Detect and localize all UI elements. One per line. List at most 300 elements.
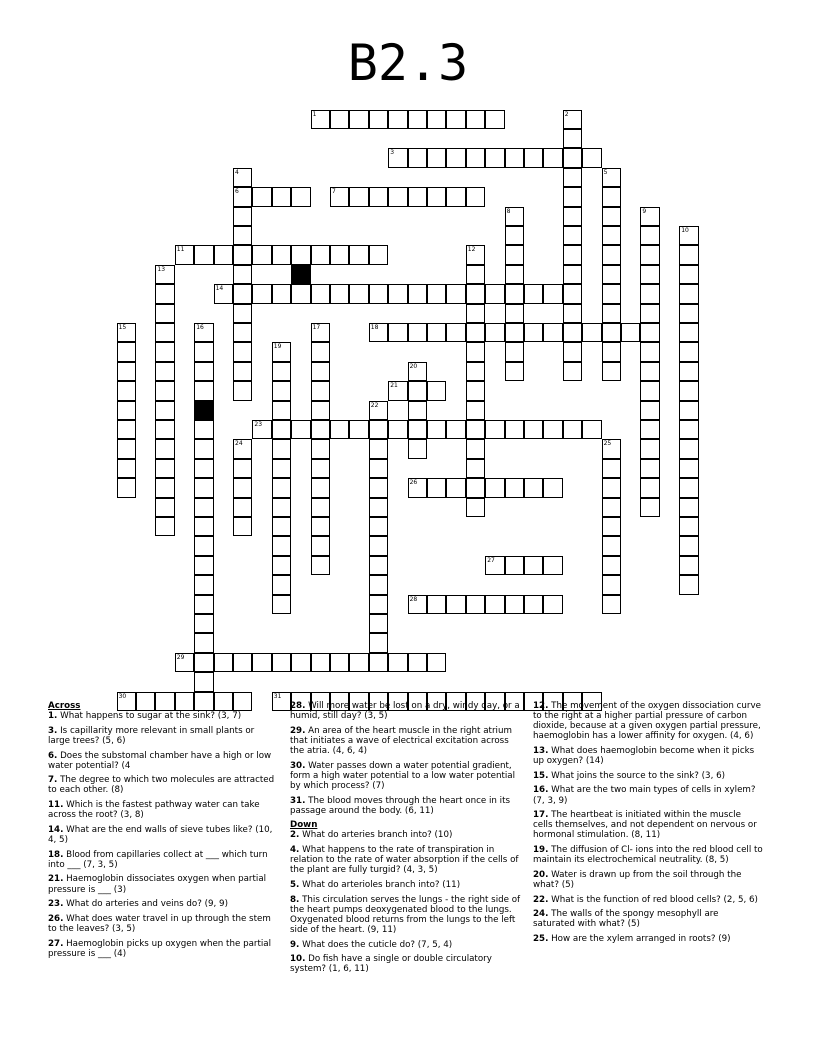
grid-cell[interactable] [427,478,446,497]
grid-cell[interactable] [427,653,446,672]
grid-cell[interactable] [505,556,524,575]
grid-cell[interactable] [369,536,388,555]
grid-cell[interactable] [640,245,659,264]
grid-cell[interactable] [311,110,330,129]
grid-cell[interactable] [233,478,252,497]
grid-cell[interactable] [194,381,213,400]
grid-cell[interactable] [563,245,582,264]
grid-cell[interactable] [369,614,388,633]
grid-cell[interactable] [602,284,621,303]
grid-cell[interactable] [117,439,136,458]
grid-cell[interactable] [640,284,659,303]
grid-cell[interactable] [155,284,174,303]
grid-cell[interactable] [272,536,291,555]
grid-cell[interactable] [330,187,349,206]
grid-cell[interactable] [466,304,485,323]
grid-cell[interactable] [408,401,427,420]
grid-cell[interactable] [291,245,310,264]
grid-cell[interactable] [621,323,640,342]
grid-cell[interactable] [117,323,136,342]
grid-cell[interactable] [233,284,252,303]
grid-cell[interactable] [640,401,659,420]
grid-cell[interactable] [117,459,136,478]
grid-cell[interactable] [194,575,213,594]
grid-cell[interactable] [330,245,349,264]
grid-cell[interactable] [233,342,252,361]
grid-cell[interactable] [427,420,446,439]
grid-cell[interactable] [640,478,659,497]
grid-cell[interactable] [505,284,524,303]
grid-cell[interactable] [194,556,213,575]
grid-cell[interactable] [311,439,330,458]
grid-cell[interactable] [194,459,213,478]
grid-cell[interactable] [524,284,543,303]
grid-cell[interactable] [427,381,446,400]
grid-cell[interactable] [446,110,465,129]
grid-cell[interactable] [408,362,427,381]
grid-cell[interactable] [408,148,427,167]
grid-cell[interactable] [602,226,621,245]
grid-cell[interactable] [466,187,485,206]
grid-cell[interactable] [602,517,621,536]
grid-cell[interactable] [272,401,291,420]
grid-cell[interactable] [563,323,582,342]
grid-cell[interactable] [194,536,213,555]
grid-cell[interactable] [194,420,213,439]
grid-cell[interactable] [679,304,698,323]
grid-cell[interactable] [524,148,543,167]
grid-cell[interactable] [233,498,252,517]
grid-cell[interactable] [602,245,621,264]
grid-cell[interactable] [252,187,271,206]
grid-cell[interactable] [155,342,174,361]
grid-cell[interactable] [466,439,485,458]
grid-cell[interactable] [543,148,562,167]
grid-cell[interactable] [679,381,698,400]
grid-cell[interactable] [349,245,368,264]
grid-cell[interactable] [485,148,504,167]
grid-cell[interactable] [446,148,465,167]
grid-cell[interactable] [272,187,291,206]
grid-cell[interactable] [563,226,582,245]
grid-cell[interactable] [602,595,621,614]
grid-cell[interactable] [563,110,582,129]
grid-cell[interactable] [640,381,659,400]
grid-cell[interactable] [524,420,543,439]
grid-cell[interactable] [388,148,407,167]
grid-cell[interactable] [543,595,562,614]
grid-cell[interactable] [194,653,213,672]
grid-cell[interactable] [155,362,174,381]
grid-cell[interactable] [117,401,136,420]
grid-cell[interactable] [602,265,621,284]
grid-cell[interactable] [369,420,388,439]
grid-cell[interactable] [311,323,330,342]
grid-cell[interactable] [563,168,582,187]
grid-cell[interactable] [543,478,562,497]
grid-cell[interactable] [505,478,524,497]
grid-cell[interactable] [563,207,582,226]
grid-cell[interactable] [155,478,174,497]
grid-cell[interactable] [466,459,485,478]
grid-cell[interactable] [369,556,388,575]
grid-cell[interactable] [427,323,446,342]
grid-cell[interactable] [640,304,659,323]
grid-cell[interactable] [505,595,524,614]
grid-cell[interactable] [233,207,252,226]
grid-cell[interactable] [330,653,349,672]
grid-cell[interactable] [330,284,349,303]
grid-cell[interactable] [427,284,446,303]
grid-cell[interactable] [602,323,621,342]
grid-cell[interactable] [485,420,504,439]
grid-cell[interactable] [233,653,252,672]
grid-cell[interactable] [563,342,582,361]
grid-cell[interactable] [233,323,252,342]
grid-cell[interactable] [349,187,368,206]
grid-cell[interactable] [117,478,136,497]
grid-cell[interactable] [505,265,524,284]
grid-cell[interactable] [466,110,485,129]
grid-cell[interactable] [446,595,465,614]
grid-cell[interactable] [679,342,698,361]
grid-cell[interactable] [311,459,330,478]
grid-cell[interactable] [388,653,407,672]
grid-cell[interactable] [679,401,698,420]
grid-cell[interactable] [175,245,194,264]
grid-cell[interactable] [466,420,485,439]
grid-cell[interactable] [602,575,621,594]
grid-cell[interactable] [272,381,291,400]
grid-cell[interactable] [369,439,388,458]
grid-cell[interactable] [602,342,621,361]
grid-cell[interactable] [311,381,330,400]
grid-cell[interactable] [505,304,524,323]
grid-cell[interactable] [505,148,524,167]
grid-cell[interactable] [505,245,524,264]
grid-cell[interactable] [117,420,136,439]
grid-cell[interactable] [524,595,543,614]
grid-cell[interactable] [679,420,698,439]
grid-cell[interactable] [272,653,291,672]
grid-cell[interactable] [272,362,291,381]
grid-cell[interactable] [194,342,213,361]
grid-cell[interactable] [640,226,659,245]
grid-cell[interactable] [117,381,136,400]
grid-cell[interactable] [408,439,427,458]
grid-cell[interactable] [369,187,388,206]
grid-cell[interactable] [640,439,659,458]
grid-cell[interactable] [369,517,388,536]
grid-cell[interactable] [272,498,291,517]
grid-cell[interactable] [311,498,330,517]
grid-cell[interactable] [233,362,252,381]
grid-cell[interactable] [602,362,621,381]
grid-cell[interactable] [214,653,233,672]
grid-cell[interactable] [485,323,504,342]
grid-cell[interactable] [602,207,621,226]
grid-cell[interactable] [582,148,601,167]
grid-cell[interactable] [640,362,659,381]
grid-cell[interactable] [640,207,659,226]
grid-cell[interactable] [485,284,504,303]
grid-cell[interactable] [563,362,582,381]
grid-cell[interactable] [466,148,485,167]
grid-cell[interactable] [311,420,330,439]
grid-cell[interactable] [369,633,388,652]
grid-cell[interactable] [369,653,388,672]
grid-cell[interactable] [505,207,524,226]
grid-cell[interactable] [466,381,485,400]
grid-cell[interactable] [408,478,427,497]
grid-cell[interactable] [388,187,407,206]
grid-cell[interactable] [388,381,407,400]
grid-cell[interactable] [466,362,485,381]
grid-cell[interactable] [194,498,213,517]
grid-cell[interactable] [640,420,659,439]
grid-cell[interactable] [485,478,504,497]
grid-cell[interactable] [369,401,388,420]
grid-cell[interactable] [214,245,233,264]
grid-cell[interactable] [311,478,330,497]
grid-cell[interactable] [155,381,174,400]
grid-cell[interactable] [272,556,291,575]
grid-cell[interactable] [311,556,330,575]
grid-cell[interactable] [485,110,504,129]
grid-cell[interactable] [330,110,349,129]
grid-cell[interactable] [194,672,213,691]
grid-cell[interactable] [291,284,310,303]
grid-cell[interactable] [524,323,543,342]
grid-cell[interactable] [679,459,698,478]
grid-cell[interactable] [388,323,407,342]
grid-cell[interactable] [311,245,330,264]
grid-cell[interactable] [505,420,524,439]
grid-cell[interactable] [563,304,582,323]
grid-cell[interactable] [155,439,174,458]
grid-cell[interactable] [291,187,310,206]
grid-cell[interactable] [485,556,504,575]
grid-cell[interactable] [369,459,388,478]
grid-cell[interactable] [155,459,174,478]
grid-cell[interactable] [155,401,174,420]
grid-cell[interactable] [640,459,659,478]
grid-cell[interactable] [505,362,524,381]
grid-cell[interactable] [388,110,407,129]
grid-cell[interactable] [563,284,582,303]
grid-cell[interactable] [194,323,213,342]
grid-cell[interactable] [175,653,194,672]
grid-cell[interactable] [602,304,621,323]
grid-cell[interactable] [466,401,485,420]
grid-cell[interactable] [679,439,698,458]
grid-cell[interactable] [563,265,582,284]
grid-cell[interactable] [252,245,271,264]
grid-cell[interactable] [369,245,388,264]
grid-cell[interactable] [524,556,543,575]
grid-cell[interactable] [640,498,659,517]
grid-cell[interactable] [427,148,446,167]
grid-cell[interactable] [543,284,562,303]
grid-cell[interactable] [194,245,213,264]
grid-cell[interactable] [194,614,213,633]
grid-cell[interactable] [679,536,698,555]
grid-cell[interactable] [311,517,330,536]
grid-cell[interactable] [369,478,388,497]
grid-cell[interactable] [679,245,698,264]
grid-cell[interactable] [446,478,465,497]
grid-cell[interactable] [466,323,485,342]
grid-cell[interactable] [155,323,174,342]
grid-cell[interactable] [330,420,349,439]
grid-cell[interactable] [272,245,291,264]
grid-cell[interactable] [602,439,621,458]
grid-cell[interactable] [679,323,698,342]
grid-cell[interactable] [272,420,291,439]
grid-cell[interactable] [679,284,698,303]
grid-cell[interactable] [602,556,621,575]
grid-cell[interactable] [194,517,213,536]
grid-cell[interactable] [272,459,291,478]
grid-cell[interactable] [505,323,524,342]
grid-cell[interactable] [369,284,388,303]
grid-cell[interactable] [446,323,465,342]
grid-cell[interactable] [117,342,136,361]
grid-cell[interactable] [543,323,562,342]
grid-cell[interactable] [446,187,465,206]
grid-cell[interactable] [194,633,213,652]
grid-cell[interactable] [679,362,698,381]
grid-cell[interactable] [427,595,446,614]
grid-cell[interactable] [388,420,407,439]
grid-cell[interactable] [233,304,252,323]
grid-cell[interactable] [311,536,330,555]
grid-cell[interactable] [679,498,698,517]
grid-cell[interactable] [233,168,252,187]
grid-cell[interactable] [408,595,427,614]
grid-cell[interactable] [233,245,252,264]
grid-cell[interactable] [349,284,368,303]
grid-cell[interactable] [311,362,330,381]
grid-cell[interactable] [427,187,446,206]
grid-cell[interactable] [524,478,543,497]
grid-cell[interactable] [155,420,174,439]
grid-cell[interactable] [602,498,621,517]
grid-cell[interactable] [485,595,504,614]
grid-cell[interactable] [388,284,407,303]
grid-cell[interactable] [214,284,233,303]
grid-cell[interactable] [155,498,174,517]
grid-cell[interactable] [408,110,427,129]
grid-cell[interactable] [505,226,524,245]
grid-cell[interactable] [679,265,698,284]
grid-cell[interactable] [349,653,368,672]
grid-cell[interactable] [272,284,291,303]
grid-cell[interactable] [369,595,388,614]
grid-cell[interactable] [602,168,621,187]
grid-cell[interactable] [602,459,621,478]
grid-cell[interactable] [194,478,213,497]
grid-cell[interactable] [679,517,698,536]
grid-cell[interactable] [272,342,291,361]
grid-cell[interactable] [408,653,427,672]
grid-cell[interactable] [369,323,388,342]
grid-cell[interactable] [466,265,485,284]
grid-cell[interactable] [679,226,698,245]
grid-cell[interactable] [155,517,174,536]
grid-cell[interactable] [311,401,330,420]
grid-cell[interactable] [582,420,601,439]
grid-cell[interactable] [640,323,659,342]
grid-cell[interactable] [466,284,485,303]
grid-cell[interactable] [233,187,252,206]
grid-cell[interactable] [349,420,368,439]
grid-cell[interactable] [252,420,271,439]
grid-cell[interactable] [117,362,136,381]
grid-cell[interactable] [563,187,582,206]
grid-cell[interactable] [466,245,485,264]
grid-cell[interactable] [311,284,330,303]
grid-cell[interactable] [311,653,330,672]
grid-cell[interactable] [543,420,562,439]
grid-cell[interactable] [679,575,698,594]
grid-cell[interactable] [640,342,659,361]
grid-cell[interactable] [582,323,601,342]
grid-cell[interactable] [679,478,698,497]
grid-cell[interactable] [233,381,252,400]
grid-cell[interactable] [408,284,427,303]
grid-cell[interactable] [466,342,485,361]
grid-cell[interactable] [233,439,252,458]
grid-cell[interactable] [446,420,465,439]
grid-cell[interactable] [679,556,698,575]
grid-cell[interactable] [543,556,562,575]
grid-cell[interactable] [272,517,291,536]
grid-cell[interactable] [563,420,582,439]
grid-cell[interactable] [602,536,621,555]
grid-cell[interactable] [194,595,213,614]
grid-cell[interactable] [252,653,271,672]
grid-cell[interactable] [233,517,252,536]
grid-cell[interactable] [408,420,427,439]
grid-cell[interactable] [194,362,213,381]
grid-cell[interactable] [311,342,330,361]
grid-cell[interactable] [272,478,291,497]
grid-cell[interactable] [563,148,582,167]
grid-cell[interactable] [602,478,621,497]
grid-cell[interactable] [466,498,485,517]
grid-cell[interactable] [349,110,368,129]
grid-cell[interactable] [233,226,252,245]
grid-cell[interactable] [369,110,388,129]
grid-cell[interactable] [408,381,427,400]
grid-cell[interactable] [408,323,427,342]
grid-cell[interactable] [233,265,252,284]
grid-cell[interactable] [155,304,174,323]
grid-cell[interactable] [602,187,621,206]
grid-cell[interactable] [446,284,465,303]
grid-cell[interactable] [563,129,582,148]
grid-cell[interactable] [466,595,485,614]
grid-cell[interactable] [291,653,310,672]
grid-cell[interactable] [291,420,310,439]
grid-cell[interactable] [233,459,252,478]
grid-cell[interactable] [427,110,446,129]
grid-cell[interactable] [194,439,213,458]
grid-cell[interactable] [272,439,291,458]
grid-cell[interactable] [369,575,388,594]
grid-cell[interactable] [369,498,388,517]
